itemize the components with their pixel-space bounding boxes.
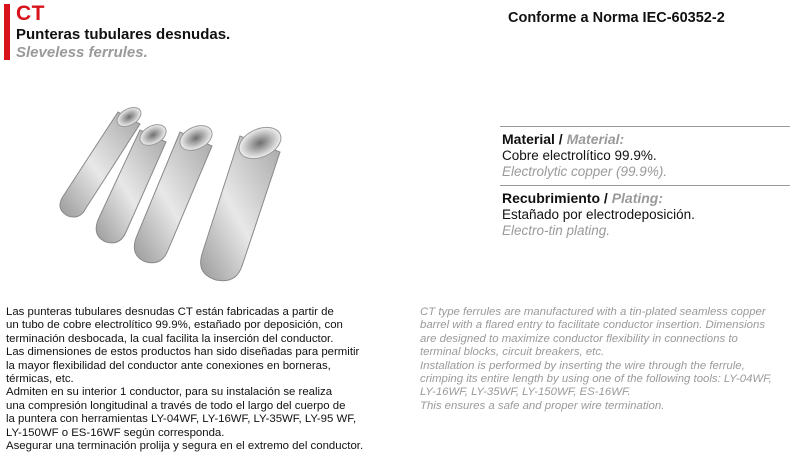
description-es-line: terminación desbocada, la cual facilita la inserción del conductor. (6, 332, 334, 345)
description-es-line: Las punteras tubulares desnudas CT están fabricadas a partir de (6, 306, 334, 318)
description-en-line: crimping its entire length by using one of the following tools: LY-04WF, (420, 373, 772, 386)
description-es-line: Asegurar una terminación prolija y segura en el extremo del conductor. (6, 440, 364, 453)
description-es-line: Las dimensiones de estos productos han sido diseñadas para permitir (6, 346, 360, 359)
description-en-line: barrel with a flared entry to facilitate conductor insertion. Dimensions (420, 319, 766, 332)
spec-plating-value-en: Electro-tin plating. (502, 223, 611, 238)
description-en-line: terminal blocks, circuit breakers, etc. (420, 346, 605, 359)
description-english (420, 306, 796, 413)
title-spanish: Punteras tubulares desnudas. (16, 26, 231, 43)
standard-compliance: Conforme a Norma IEC-60352-2 (508, 10, 725, 26)
spec-material-value-en: Electrolytic copper (99.9%). (502, 164, 668, 179)
description-es-line: la mayor flexibilidad del conductor ante conexiones en borneras, (6, 359, 331, 372)
spec-material (500, 126, 790, 185)
description-es-line: una compresión longitudinal a través de todo el largo del cuerpo de (6, 399, 346, 412)
spec-material-label-es: Material / (502, 131, 563, 147)
description-en-line: are designed to maximize conductor flexibility in connections to (420, 332, 738, 345)
ferrule-4 (201, 121, 286, 280)
specifications-table (500, 126, 790, 244)
spec-plating-label-es: Recubrimiento / (502, 190, 608, 206)
description-en-line: CT type ferrules are manufactured with a tin-plated seamless copper (420, 306, 766, 318)
spec-plating-label-en: Plating: (611, 190, 664, 206)
spec-material-value-es: Cobre electrolítico 99.9%. (502, 148, 657, 163)
spec-plating-value-es: Estañado por electrodeposición. (502, 207, 695, 222)
product-code: CT (16, 2, 45, 25)
description-es-line: térmicas, etc. (6, 373, 74, 386)
description-en-line: LY-16WF, LY-35WF, LY-150WF, ES-16WF. (420, 386, 631, 399)
description-es-line: la puntera con herramientas LY-04WF, LY-16WF, LY-35WF, LY-95 WF, (6, 413, 357, 426)
ferrules-product-image (40, 80, 330, 290)
spec-plating-heading (502, 190, 790, 207)
description-es-line: LY-150WF o ES-16WF según corresponda. (6, 426, 225, 439)
spec-material-heading (502, 131, 790, 148)
title-accent-bar (4, 4, 10, 60)
spec-material-label-en: Material: (566, 131, 625, 147)
description-es-line: un tubo de cobre electrolítico 99.9%, estañado por deposición, con (6, 319, 343, 332)
description-es-line: Admiten en su interior 1 conductor, para su instalación se realiza (6, 386, 333, 399)
description-en-line: Installation is performed by inserting the wire through the ferrule, (420, 359, 745, 372)
description-en-line: This ensures a safe and proper wire termination. (420, 399, 665, 412)
spec-plating (500, 185, 790, 244)
ferrules-illustration (40, 80, 330, 290)
description-spanish (6, 306, 402, 453)
title-english: Sleveless ferrules. (16, 44, 148, 61)
